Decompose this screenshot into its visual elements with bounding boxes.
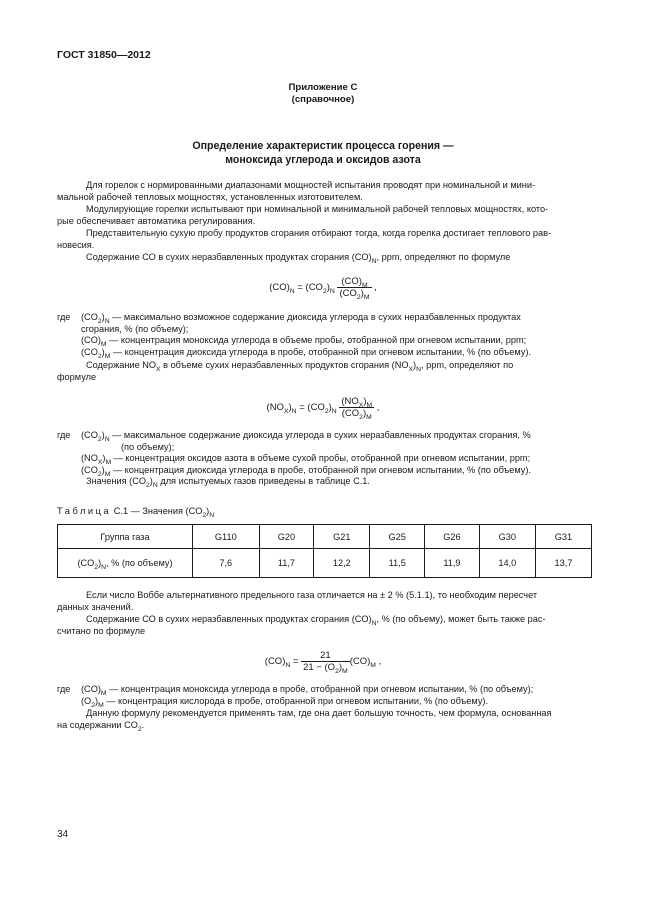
table-row-label: $(CO_2)_N$, % (по объему) (58, 549, 193, 578)
table-cell: 11,5 (370, 549, 425, 578)
formula-co-oxygen-fraction: $\frac{21}{21 - (O_2)_M}$ (303, 650, 348, 675)
formula-co-fraction: $\frac{(CO)_M}{(CO_2)_M}$ (339, 276, 370, 301)
table-header-row (58, 525, 592, 549)
paragraph-nox-content: Содержание $NO_X$ в объеме сухих неразбавленных продуктов сгорания $(NO_X)_N$, ppm, определяют по формуле (57, 360, 514, 382)
table-caption: Таблица С.1 — Значения $(CO_2)_N$ (57, 506, 215, 519)
table-cell: 13,7 (535, 549, 591, 578)
table-cell: 12,2 (314, 549, 370, 578)
annex-subtitle: (справочное) (291, 94, 355, 105)
annex-title: Приложение С (288, 82, 358, 93)
table-header-cell: G21 (314, 525, 370, 549)
table-cell: 7,6 (193, 549, 260, 578)
formula-nox: $(NO_X)_N = (CO_2)_N$ $\frac{(NO_X)_M}{(CO_2)_M}$ , (266, 396, 380, 421)
formula-co: $(CO)_N = (CO_2)_N$ $\frac{(CO)_M}{(CO_2)_M}$ , (269, 276, 377, 301)
table-cell: 11,7 (259, 549, 314, 578)
table-cell: 11,9 (425, 549, 480, 578)
paragraph-co-content: Содержание СО в сухих неразбавленных продуктах сгорания $(CO)_N$, ppm, определяют по формуле (86, 252, 511, 265)
formula-nox-definitions: где $(CO_2)_N$ — максимальное содержание диоксида углерода в сухих неразбавленных продуктах сгорания, % (по объему); $(NO_X)_M$ — концентрация оксидов азота в объеме сухой пробы, отобранной при огневом испытании, ppm; $(CO_2)_M$ — концентрация диоксида углерода в пробе, отобранной при огневом испытании, % (по объему). Значения $(CO_2)_N$ для испытуемых газов приведены в таблице С.1. (57, 430, 532, 490)
table-row (58, 549, 592, 578)
page-number: 34 (57, 829, 69, 840)
table-header-cell: G20 (259, 525, 314, 549)
table-header-cell: G25 (370, 525, 425, 549)
table-cell: 14,0 (479, 549, 535, 578)
formula-co-definitions: где $(CO_2)_N$ — максимально возможное содержание диоксида углерода в сухих неразбавленных продуктах сгорания, % (по объему); $(CO)_M$ — концентрация моноксида углерода в объеме пробы, отобранной при огневом испытании, ppm; $(CO_2)_M$ — концентрация диоксида углерода в пробе, отобранной при огневом испытании, % (по объему). (57, 312, 532, 360)
table-header-cell: G31 (535, 525, 591, 549)
formula-nox-fraction: $\frac{(NO_X)_M}{(CO_2)_M}$ (341, 396, 373, 421)
table-header-cell: G110 (193, 525, 260, 549)
table-header-cell: G26 (425, 525, 480, 549)
co2-values-table (57, 524, 592, 578)
paragraph-rated-burners: Для горелок с нормированными диапазонами мощностей испытания проводят при номинальной и мини- мальной рабочей тепловых мощностях, установленных изготовителем. (57, 180, 536, 202)
table-header-label: Группа газа (58, 525, 193, 549)
paragraph-modulating-burners: Модулирующие горелки испытывают при номинальной и минимальной рабочей тепловых мощностях, кото- рые обеспечивает автоматика регулирования. (57, 204, 549, 226)
paragraph-wobbe: Если число Воббе альтернативного предельного газа отличается на ± 2 % (5.1.1), то необходим пересчет данных значений. (57, 590, 538, 612)
formula-co-oxygen: $(CO)_N$ = $\frac{21}{21 - (O_2)_M}$ $(CO)_M$ , (264, 650, 382, 675)
table-header-cell: G30 (479, 525, 535, 549)
paragraph-co-alt: Содержание СО в сухих неразбавленных продуктах сгорания $(CO)_N$, % (по объему), может быть также рас- считано по формуле (57, 614, 546, 636)
section-heading-line2: моноксида углерода и оксидов азота (225, 154, 421, 166)
paragraph-recommendation: Данную формулу рекомендуется применять там, где она дает большую точность, чем формула, основанная на содержании $CO_2$. (57, 708, 552, 733)
standard-number: ГОСТ 31850—2012 (57, 49, 151, 61)
formula-co-oxygen-definitions: где $(CO)_M$ — концентрация моноксида углерода в пробе, отобранной при огневом испытании, % (по объему); $(O_2)_M$ — концентрация кислорода в пробе, отобранной при огневом испытании, % (по объему). (57, 684, 534, 709)
paragraph-sampling: Представительную сухую пробу продуктов сгорания отбирают тогда, когда горелка достигает теплового рав- новесия. (57, 228, 552, 250)
section-heading-line1: Определение характеристик процесса горения — (192, 140, 454, 152)
